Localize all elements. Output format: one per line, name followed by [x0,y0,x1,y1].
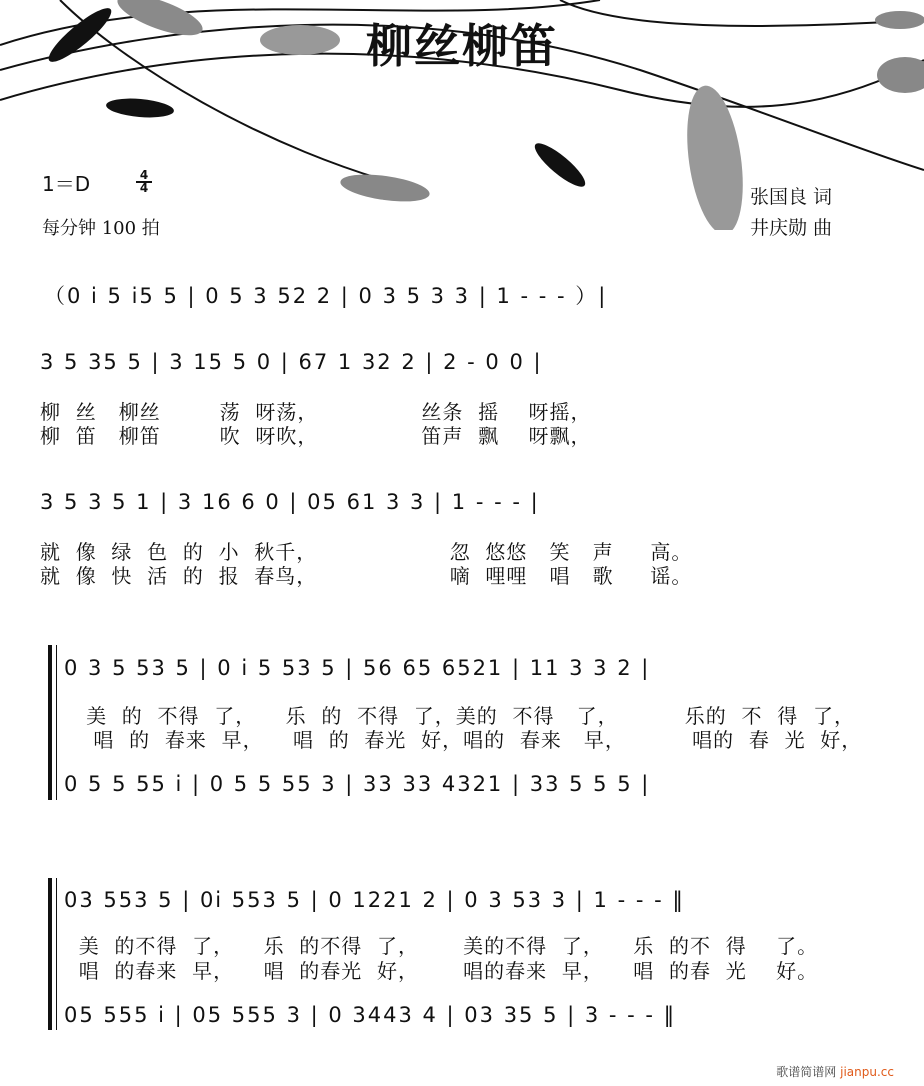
time-signature [136,170,152,194]
key-signature: 1＝D [42,172,91,196]
verse-line1-notes: 3 5 35 5 | 3 15 5 0 | 67 1 32 2 | 2 - 0 0 | [40,350,543,374]
chorus1-lyrics-b: 唱 的 春来 早， 唱 的 春光 好，唱的 春来 早， 唱的 春 光 好， [64,728,863,752]
verse-line1-lyrics-b: 柳 笛 柳笛 吹 呀吹， 笛声 飘 呀飘， [40,424,592,448]
verse-line2-lyrics-a: 就 像 绿 色 的 小 秋千， 忽 悠悠 笑 声 高。 [40,540,693,564]
watermark-host: jianpu.cc [840,1065,894,1079]
composer-credit: 井庆勋 曲 [750,217,833,239]
chorus2-upper-notes: 03 553 5 | 0i 553 5 | 0 1221 2 | 0 3 53 3 | 1 - - - ‖ [64,888,685,912]
intro-notes: （0 i 5 i5 5 | 0 5 3 52 2 | 0 3 5 3 3 | 1 - - - ）| [44,284,608,308]
chorus2-lower-notes: 05 555 i | 05 555 3 | 0 3443 4 | 03 35 5 | 3 - - - ‖ [64,1003,677,1027]
system-brace [48,645,52,800]
verse-line2-notes: 3 5 3 5 1 | 3 16 6 0 | 05 61 3 3 | 1 - - - | [40,490,540,514]
watermark-site: 歌谱简谱网 [776,1065,837,1079]
watermark [776,1063,894,1080]
chorus1-lower-notes: 0 5 5 55 i | 0 5 5 55 3 | 33 33 4321 | 33 5 5 5 | [64,772,651,796]
meter-bottom: 4 [139,181,149,195]
tempo-marking: 每分钟 100 拍 [42,218,160,239]
system-brace-inner [56,645,57,800]
system-brace [48,878,52,1030]
chorus2-lyrics-a: 美 的不得 了， 乐 的不得 了， 美的不得 了， 乐 的不 得 了。 [64,934,819,958]
verse-line2-lyrics-b: 就 像 快 活 的 报 春鸟， 嘀 哩哩 唱 歌 谣。 [40,564,693,588]
lyricist-credit: 张国良 词 [750,186,833,208]
chorus1-upper-notes: 0 3 5 53 5 | 0 i 5 53 5 | 56 65 6521 | 11 3 3 2 | [64,656,651,680]
system-brace-inner [56,878,57,1030]
chorus2-lyrics-b: 唱 的春来 早， 唱 的春光 好， 唱的春来 早， 唱 的春 光 好。 [64,959,819,983]
verse-line1-lyrics-a: 柳 丝 柳丝 荡 呀荡， 丝条 摇 呀摇， [40,400,592,424]
page-title: 柳丝柳笛 [366,19,558,73]
meter-top: 4 [136,170,152,183]
chorus1-lyrics-a: 美 的 不得 了， 乐 的 不得 了，美的 不得 了， 乐的 不 得 了， [64,704,855,728]
